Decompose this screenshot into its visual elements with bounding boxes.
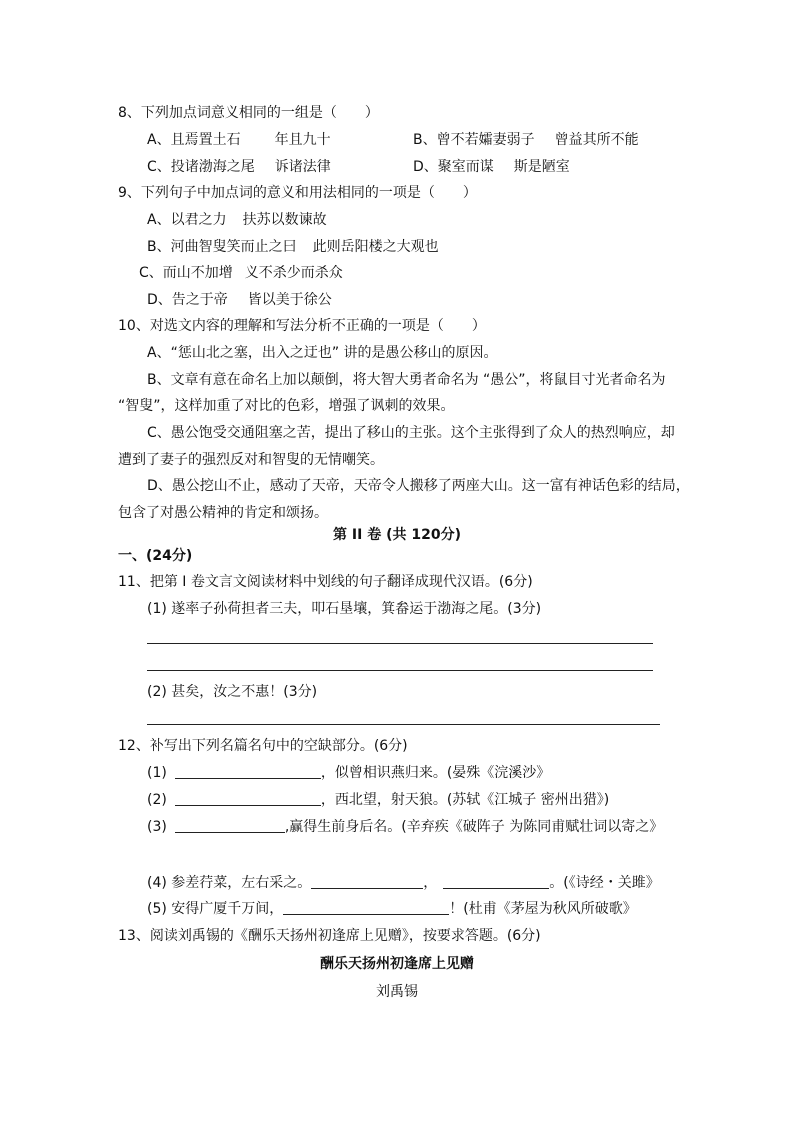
q12-stem: 12、补写出下列名篇名句中的空缺部分。(6分) <box>118 738 408 754</box>
q12-item-5-prefix: (5) 安得广厦千万间， <box>147 901 284 917</box>
q9-option-d <box>147 291 332 309</box>
q12-item-1-blank[interactable] <box>175 764 321 779</box>
q8-option-d-first: D、聚室而谋 <box>413 159 494 175</box>
q8-option-a-first: A、且焉置土石 <box>147 132 241 148</box>
q10-option-d-line2: 包含了对愚公精神的肯定和颂扬。 <box>118 505 328 521</box>
q12-item-4-blank-1[interactable] <box>311 874 423 889</box>
q11-answer-line-1[interactable] <box>147 643 653 644</box>
q12-item-4 <box>147 874 660 892</box>
q10-option-b-line1: B、文章有意在命名上加以颠倒，将大智大勇者命名为 “愚公”，将鼠目寸光者命名为 <box>147 372 666 388</box>
q8-option-b <box>413 131 639 149</box>
q9-option-a-first: A、以君之力 <box>147 212 227 228</box>
q12-item-2-blank[interactable] <box>175 791 321 806</box>
poem-title: 酬乐天扬州初逢席上见赠 <box>320 956 474 972</box>
q10-option-a: A、“惩山北之塞，出入之迂也” 讲的是愚公移山的原因。 <box>147 345 498 361</box>
q11-answer-line-3[interactable] <box>147 724 660 725</box>
q8-option-b-first: B、曾不若孀妻弱子 <box>413 132 535 148</box>
q11-sentence-1: (1) 遂率子孙荷担者三夫，叩石垦壤，箕畚运于渤海之尾。(3分) <box>147 601 542 617</box>
part2-section-heading: 一、(24分) <box>118 548 193 564</box>
q9-option-a-second: 扶苏以数谏故 <box>242 212 327 228</box>
q8-option-d <box>413 158 570 176</box>
part2-title: 第 II 卷 (共 120分) <box>333 527 461 543</box>
q10-option-c-line1: C、愚公饱受交通阻塞之苦，提出了移山的主张。这个主张得到了众人的热烈响应，却 <box>147 425 675 441</box>
q8-option-c-second: 诉诸法律 <box>274 159 331 175</box>
q12-item-4-prefix: (4) 参差荇菜，左右采之。 <box>147 875 312 891</box>
q13-stem: 13、阅读刘禹锡的《酬乐天扬州初逢席上见赠》，按要求答题。(6分) <box>118 928 541 944</box>
q8-option-d-second: 斯是陋室 <box>513 159 570 175</box>
q9-option-d-second: 皆以美于徐公 <box>247 292 332 308</box>
q9-option-d-first: D、告之于帝 <box>147 292 228 308</box>
q11-answer-line-2[interactable] <box>147 670 653 671</box>
q10-stem: 10、对选文内容的理解和写法分析不正确的一项是（ ） <box>118 318 486 334</box>
q12-item-3-number: (3) <box>147 819 167 835</box>
q12-item-3 <box>147 818 663 836</box>
q11-stem: 11、把第 I 卷文言文阅读材料中划线的句子翻译成现代汉语。(6分) <box>118 574 533 590</box>
q12-item-5 <box>147 900 637 918</box>
q12-item-4-separator: ， <box>423 875 438 891</box>
poem-author: 刘禹锡 <box>376 984 418 1000</box>
q12-item-5-blank[interactable] <box>283 900 449 915</box>
q8-option-c-first: C、投诸渤海之尾 <box>147 159 255 175</box>
q10-option-d-line1: D、愚公挖山不止，感动了天帝，天帝令人搬移了两座大山。这一富有神话色彩的结局， <box>147 478 690 494</box>
q12-item-3-text: ,赢得生前身后名。(辛弃疾《破阵子 为陈同甫赋壮词以寄之》 <box>284 819 664 835</box>
q8-option-b-second: 曾益其所不能 <box>554 132 639 148</box>
q12-item-1 <box>147 764 550 782</box>
q9-option-c <box>139 264 343 282</box>
q12-item-1-text: ，似曾相识燕归来。(晏殊《浣溪沙》 <box>320 765 551 781</box>
q9-option-b-second: 此则岳阳楼之大观也 <box>312 239 439 255</box>
q9-option-c-second: 义不杀少而杀众 <box>244 265 343 281</box>
q8-stem: 8、下列加点词意义相同的一组是（ ） <box>118 105 379 121</box>
q8-option-a <box>147 131 331 149</box>
q12-item-3-blank[interactable] <box>175 818 285 833</box>
q9-option-a <box>147 211 327 229</box>
q12-item-4-blank-2[interactable] <box>443 874 549 889</box>
q10-option-c-line2: 遭到了妻子的强烈反对和智叟的无情嘲笑。 <box>118 452 384 468</box>
q12-item-2 <box>147 791 609 809</box>
q12-item-4-suffix: 。(《诗经・关雎》 <box>549 875 660 891</box>
q9-option-b-first: B、河曲智叟笑而止之曰 <box>147 239 297 255</box>
q12-item-2-number: (2) <box>147 792 167 808</box>
q12-item-1-number: (1) <box>147 765 167 781</box>
q9-option-b <box>147 238 439 256</box>
q8-option-c <box>147 158 331 176</box>
q8-option-a-second: 年且九十 <box>274 132 331 148</box>
q12-item-5-suffix: ！(杜甫《茅屋为秋风所破歌》 <box>449 901 637 917</box>
q9-stem: 9、下列句子中加点词的意义和用法相同的一项是（ ） <box>118 185 477 201</box>
q10-option-b-line2: “智叟”，这样加重了对比的色彩，增强了讽刺的效果。 <box>118 398 455 414</box>
q12-item-2-text: ，西北望，射天狼。(苏轼《江城子 密州出猎》) <box>320 792 610 808</box>
q11-sentence-2: (2) 甚矣，汝之不惠！(3分) <box>147 684 318 700</box>
q9-option-c-first: C、而山不加增 <box>139 265 233 281</box>
